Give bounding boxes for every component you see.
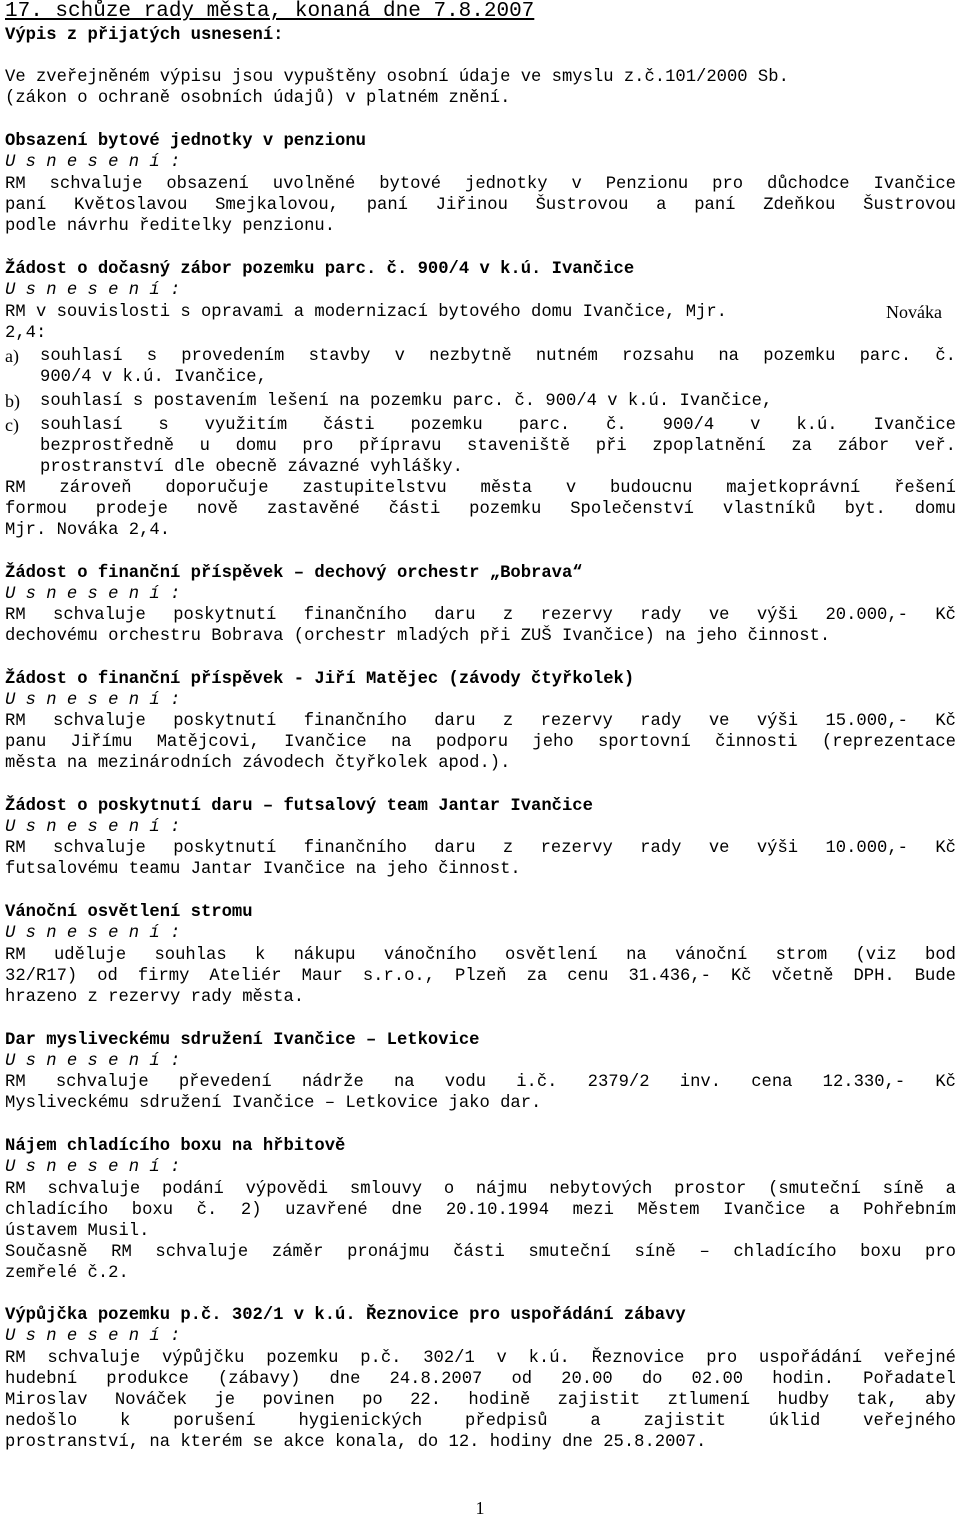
usneseni-label: U s n e s e n í : bbox=[5, 924, 181, 943]
body-line: RM schvaluje obsazení uvolněné bytové jednotky v Penzionu pro důchodce Ivančice bbox=[5, 175, 956, 194]
section-heading: Výpůjčka pozemku p.č. 302/1 v k.ú. Řeznovice pro uspořádání zábavy bbox=[5, 1306, 686, 1325]
body-line: hudební produkce (zábavy) dne 24.8.2007 od 20.00 do 02.00 hodin. Pořadatel bbox=[5, 1370, 956, 1389]
section-heading: Vánoční osvětlení stromu bbox=[5, 903, 253, 922]
section-heading: Nájem chladícího boxu na hřbitově bbox=[5, 1137, 346, 1156]
body-line: prostranství, na kterém se akce konala, do 12. hodiny dne 25.8.2007. bbox=[5, 1433, 707, 1452]
body-line: RM schvaluje poskytnutí finančního daru z rezervy rady ve výši 15.000,- Kč bbox=[5, 712, 956, 731]
usneseni-label: U s n e s e n í : bbox=[5, 585, 181, 604]
body-line: zemřelé č.2. bbox=[5, 1264, 129, 1283]
body-line: města na mezinárodních závodech čtyřkolek apod.). bbox=[5, 754, 511, 773]
body-line: RM uděluje souhlas k nákupu vánočního osvětlení na vánoční strom (viz bod bbox=[5, 946, 956, 965]
body-line: Mjr. Nováka 2,4. bbox=[5, 521, 171, 540]
body-line: paní Květoslavou Smejkalovou, paní Jiřinou Šustrovou a paní Zdeňkou Šustrovou bbox=[5, 196, 956, 215]
body-line: panu Jiřímu Matějcovi, Ivančice na podporu jeho sportovní činnosti (reprezentace bbox=[5, 733, 956, 752]
body-line: formou prodeje nově zastavěné části pozemku Společenství vlastníků byt. domu bbox=[5, 500, 956, 519]
body-line: Miroslav Nováček je povinen po 22. hodině zajistit ztlumení hudby tak, aby bbox=[5, 1391, 956, 1410]
list-item: bezprostředně u domu pro přípravu staveniště při zpoplatnění za zábor veř. bbox=[40, 437, 956, 456]
body-line: hrazeno z rezervy rady města. bbox=[5, 988, 305, 1007]
list-item: souhlasí s provedením stavby v nezbytně nutném rozsahu na pozemku parc. č. bbox=[40, 347, 956, 366]
page-title: 17. schůze rady města, konaná dne 7.8.2007 bbox=[5, 0, 535, 23]
intro-line: (zákon o ochraně osobních údajů) v platném znění. bbox=[5, 89, 511, 108]
section-heading: Žádost o poskytnutí daru – futsalový team Jantar Ivančice bbox=[5, 797, 593, 816]
body-line: Nováka bbox=[886, 302, 942, 322]
section-heading: Žádost o dočasný zábor pozemku parc. č. 900/4 v k.ú. Ivančice bbox=[5, 260, 635, 279]
list-marker: b) bbox=[5, 391, 20, 411]
list-item: souhlasí s postavením lešení na pozemku parc. č. 900/4 v k.ú. Ivančice, bbox=[40, 392, 773, 411]
usneseni-label: U s n e s e n í : bbox=[5, 818, 181, 837]
body-line: 2,4: bbox=[5, 324, 47, 343]
body-line: futsalovému teamu Jantar Ivančice na jeho činnost. bbox=[5, 860, 521, 879]
list-item: 900/4 v k.ú. Ivančice, bbox=[40, 368, 267, 387]
list-marker: a) bbox=[5, 346, 19, 366]
usneseni-label: U s n e s e n í : bbox=[5, 281, 181, 300]
body-line: RM schvaluje poskytnutí finančního daru z rezervy rady ve výši 10.000,- Kč bbox=[5, 839, 956, 858]
body-line: Současně RM schvaluje záměr pronájmu části smuteční síně – chladícího boxu pro bbox=[5, 1243, 956, 1262]
body-line: nedošlo k porušení hygienických předpisů a zajistit úklid veřejného bbox=[5, 1412, 956, 1431]
body-line: RM schvaluje výpůjčku pozemku p.č. 302/1 v k.ú. Řeznovice pro uspořádání veřejné bbox=[5, 1349, 956, 1368]
intro-line: Ve zveřejněném výpisu jsou vypuštěny osobní údaje ve smyslu z.č.101/2000 Sb. bbox=[5, 68, 789, 87]
list-marker: c) bbox=[5, 415, 19, 435]
section-heading: Obsazení bytové jednotky v penzionu bbox=[5, 132, 366, 151]
usneseni-label: U s n e s e n í : bbox=[5, 153, 181, 172]
body-line: RM schvaluje podání výpovědi smlouvy o nájmu nebytových prostor (smuteční síně a bbox=[5, 1180, 956, 1199]
usneseni-label: U s n e s e n í : bbox=[5, 1327, 181, 1346]
page-number: 1 bbox=[475, 1498, 485, 1518]
body-line: chladícího boxu č. 2) uzavřené dne 20.10.1994 mezi Městem Ivančice a Pohřebním bbox=[5, 1201, 956, 1220]
list-item: souhlasí s využitím části pozemku parc. č. 900/4 v k.ú. Ivančice bbox=[40, 416, 956, 435]
body-line: 32/R17) od firmy Ateliér Maur s.r.o., Plzeň za cenu 31.436,- Kč včetně DPH. Bude bbox=[5, 967, 956, 986]
list-item: prostranství dle obecně závazné vyhlášky. bbox=[40, 458, 463, 477]
body-line: podle návrhu ředitelky penzionu. bbox=[5, 217, 336, 236]
usneseni-label: U s n e s e n í : bbox=[5, 1158, 181, 1177]
body-line: RM zároveň doporučuje zastupitelstvu města v budoucnu majetkoprávní řešení bbox=[5, 479, 956, 498]
body-line: dechovému orchestru Bobrava (orchestr mladých při ZUŠ Ivančice) na jeho činnost. bbox=[5, 627, 831, 646]
section-heading: Žádost o finanční příspěvek – dechový orchestr „Bobrava“ bbox=[5, 564, 583, 583]
usneseni-label: U s n e s e n í : bbox=[5, 1052, 181, 1071]
body-line: Mysliveckému sdružení Ivančice – Letkovice jako dar. bbox=[5, 1094, 542, 1113]
body-line: ústavem Musil. bbox=[5, 1222, 150, 1241]
body-line: RM schvaluje poskytnutí finančního daru z rezervy rady ve výši 20.000,- Kč bbox=[5, 606, 956, 625]
body-line bbox=[5, 302, 870, 323]
section-heading: Žádost o finanční příspěvek - Jiří Matějec (závody čtyřkolek) bbox=[5, 670, 635, 689]
page-subtitle: Výpis z přijatých usnesení: bbox=[5, 26, 284, 45]
usneseni-label: U s n e s e n í : bbox=[5, 691, 181, 710]
body-text: RM v souvislosti s opravami a modernizací bytového domu Ivančice, Mjr. bbox=[5, 303, 727, 322]
section-heading: Dar mysliveckému sdružení Ivančice – Letkovice bbox=[5, 1031, 480, 1050]
body-line: RM schvaluje převedení nádrže na vodu i.č. 2379/2 inv. cena 12.330,- Kč bbox=[5, 1073, 956, 1092]
